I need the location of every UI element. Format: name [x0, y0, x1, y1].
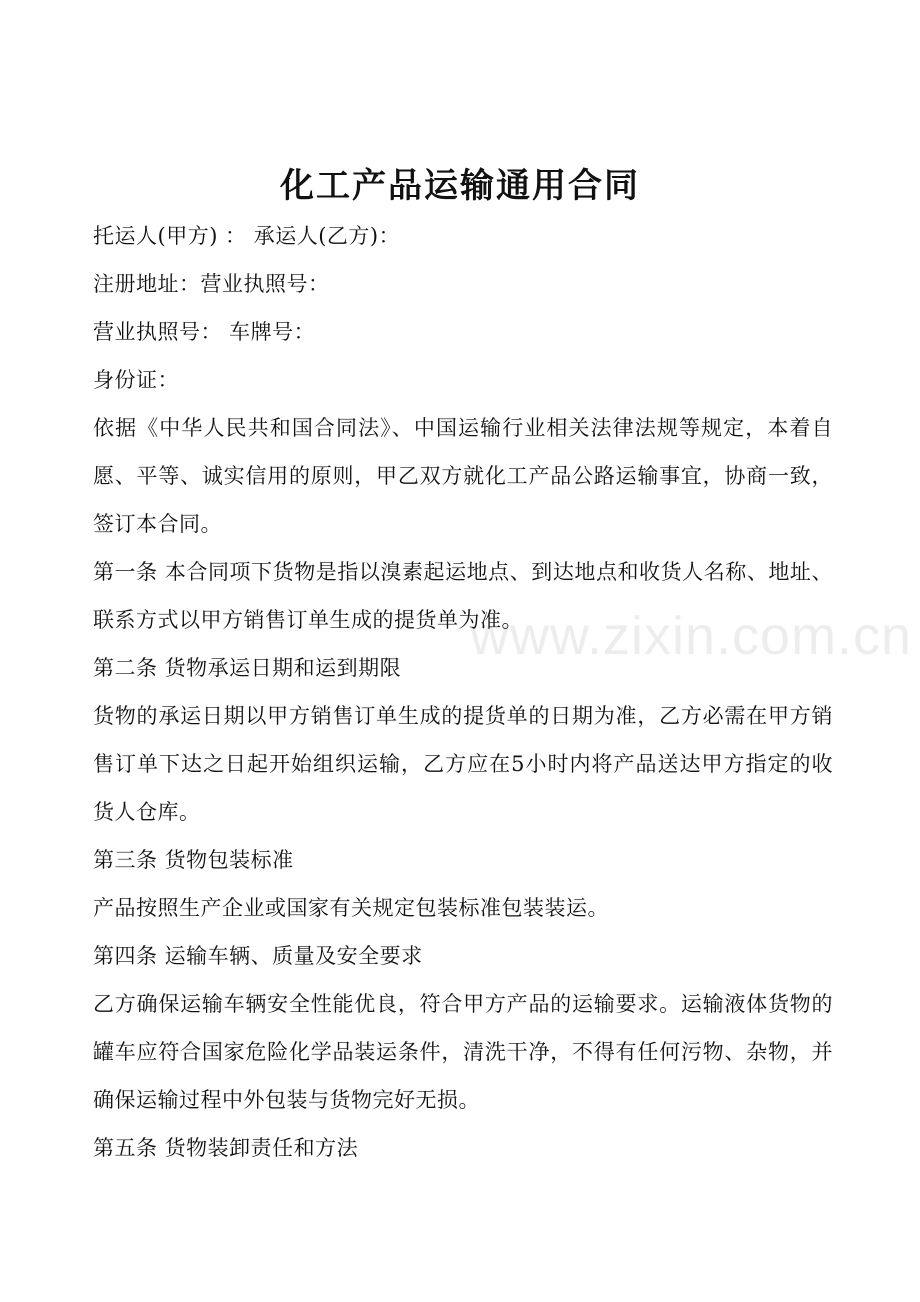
- article-1-paragraph: 第一条 本合同项下货物是指以溴素起运地点、到达地点和收货人名称、地址、联系方式以甲方销售订单生成的提货单为准。: [93, 560, 833, 632]
- address-line: 注册地址：营业执照号：: [93, 272, 330, 296]
- article-3-heading: 第三条 货物包装标准: [93, 848, 294, 872]
- id-line: 身份证：: [93, 368, 179, 392]
- document-title: 化工产品运输通用合同: [280, 166, 640, 206]
- preamble-paragraph: 依据《中华人民共和国合同法》、中国运输行业相关法律法规等规定，本着自愿、平等、诚实信用的原则，甲乙双方就化工产品公路运输事宜，协商一致，签订本合同。: [93, 416, 833, 536]
- article-4-heading: 第四条 运输车辆、质量及安全要求: [93, 944, 423, 968]
- document-body: [93, 212, 833, 1172]
- party-line: 托运人(甲方) ： 承运人(乙方)：: [93, 224, 401, 248]
- license-line: 营业执照号： 车牌号：: [93, 320, 316, 344]
- watermark: www.zixin.com.cn: [470, 606, 913, 666]
- article-2-heading: 第二条 货物承运日期和运到期限: [93, 656, 402, 680]
- article-5-heading: 第五条 货物装卸责任和方法: [93, 1136, 359, 1160]
- article-2-paragraph: 货物的承运日期以甲方销售订单生成的提货单的日期为准，乙方必需在甲方销售订单下达之日起开始组织运输，乙方应在5小时内将产品送达甲方指定的收货人仓库。: [93, 704, 833, 824]
- article-3-paragraph: 产品按照生产企业或国家有关规定包装标准包装装运。: [93, 896, 609, 920]
- article-4-paragraph: 乙方确保运输车辆安全性能优良，符合甲方产品的运输要求。运输液体货物的罐车应符合国家危险化学品装运条件，清洗干净，不得有任何污物、杂物，并确保运输过程中外包装与货物完好无损。: [93, 992, 833, 1112]
